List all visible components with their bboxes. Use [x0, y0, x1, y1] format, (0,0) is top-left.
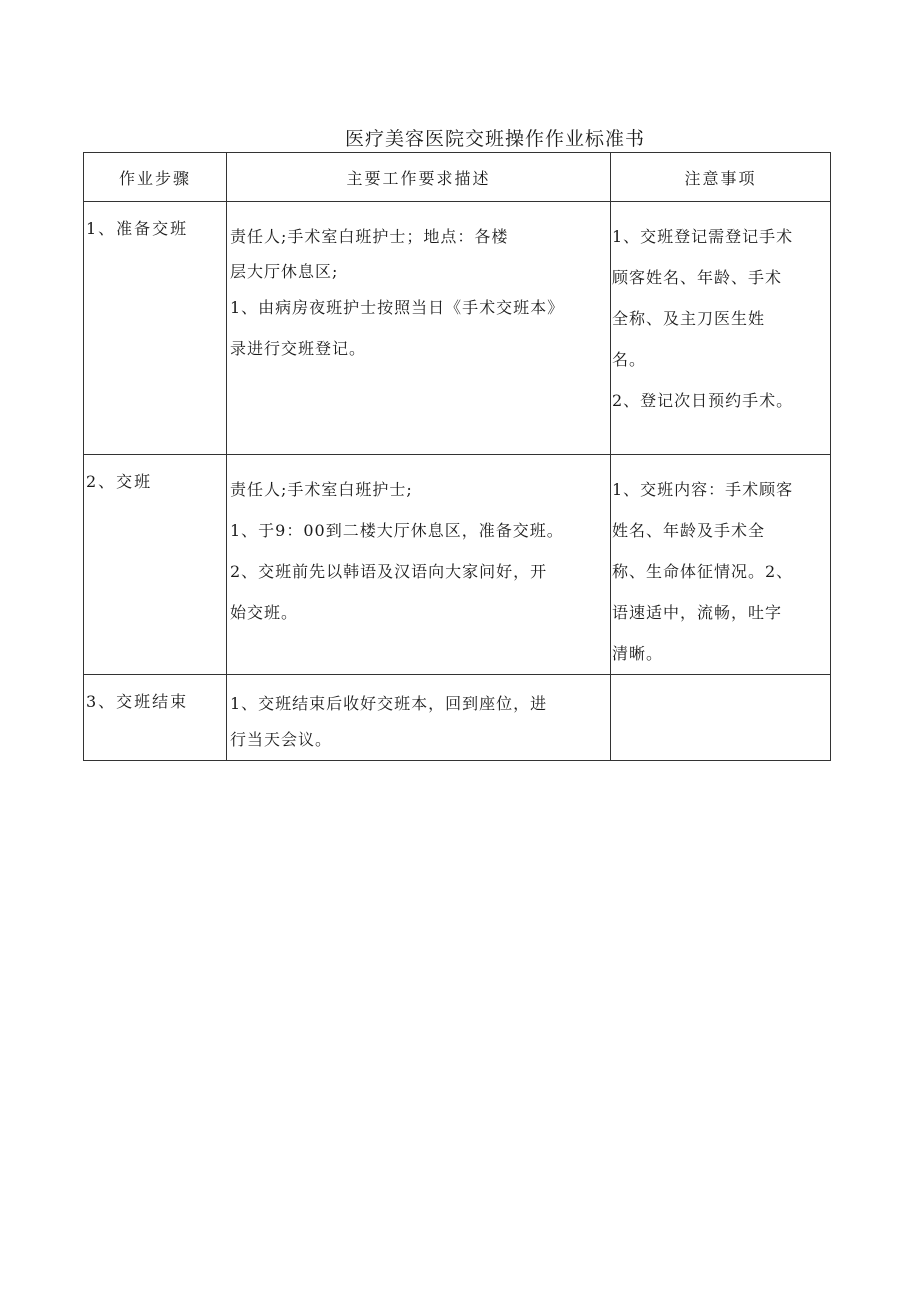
step-cell	[84, 455, 227, 675]
description-line: 1、交班结束后收好交班本，回到座位，进	[230, 694, 548, 713]
note-line: 全称、及主刀医生姓	[612, 309, 766, 328]
description-line: 录进行交班登记。	[230, 339, 367, 358]
description-cell	[227, 675, 611, 761]
description-line: 责任人;手术室白班护士;	[230, 480, 413, 499]
step-label: 3、交班结束	[86, 692, 189, 711]
description-line: 1、于9：00到二楼大厅休息区，准备交班。	[230, 521, 564, 540]
document-title: 医疗美容医院交班操作作业标准书	[344, 128, 645, 150]
note-line: 1、交班登记需登记手术	[612, 227, 794, 246]
description-line: 责任人;手术室白班护士；地点：各楼	[230, 227, 509, 246]
note-line: 1、交班内容：手术顾客	[612, 480, 794, 499]
step-label: 2、交班	[86, 472, 153, 491]
notes-cell	[611, 202, 831, 455]
table-row	[84, 675, 831, 761]
notes-cell	[611, 455, 831, 675]
note-line: 名。	[612, 350, 647, 369]
note-line: 清晰。	[612, 644, 664, 663]
description-cell	[227, 455, 611, 675]
step-label: 1、准备交班	[86, 219, 189, 238]
table-row	[84, 202, 831, 455]
note-line: 语速适中，流畅，吐字	[612, 603, 783, 622]
header-description: 主要工作要求描述	[227, 153, 611, 202]
description-cell	[227, 202, 611, 455]
table-header-row	[84, 153, 831, 202]
note-line: 2、登记次日预约手术。	[612, 391, 794, 410]
table-row	[84, 455, 831, 675]
note-line: 姓名、年龄及手术全	[612, 521, 766, 540]
notes-cell	[611, 675, 831, 761]
note-line: 顾客姓名、年龄、手术	[612, 268, 783, 287]
step-cell	[84, 202, 227, 455]
description-line: 层大厅休息区;	[230, 262, 339, 281]
note-line: 称、生命体征情况。2、	[612, 562, 794, 581]
description-line: 1、由病房夜班护士按照当日《手术交班本》	[230, 298, 565, 317]
description-line: 行当天会议。	[230, 730, 333, 749]
sop-table	[83, 152, 831, 761]
description-line: 2、交班前先以韩语及汉语向大家问好，开	[230, 562, 548, 581]
header-notes: 注意事项	[611, 153, 831, 202]
step-cell	[84, 675, 227, 761]
header-step: 作业步骤	[84, 153, 227, 202]
description-line: 始交班。	[230, 603, 299, 622]
